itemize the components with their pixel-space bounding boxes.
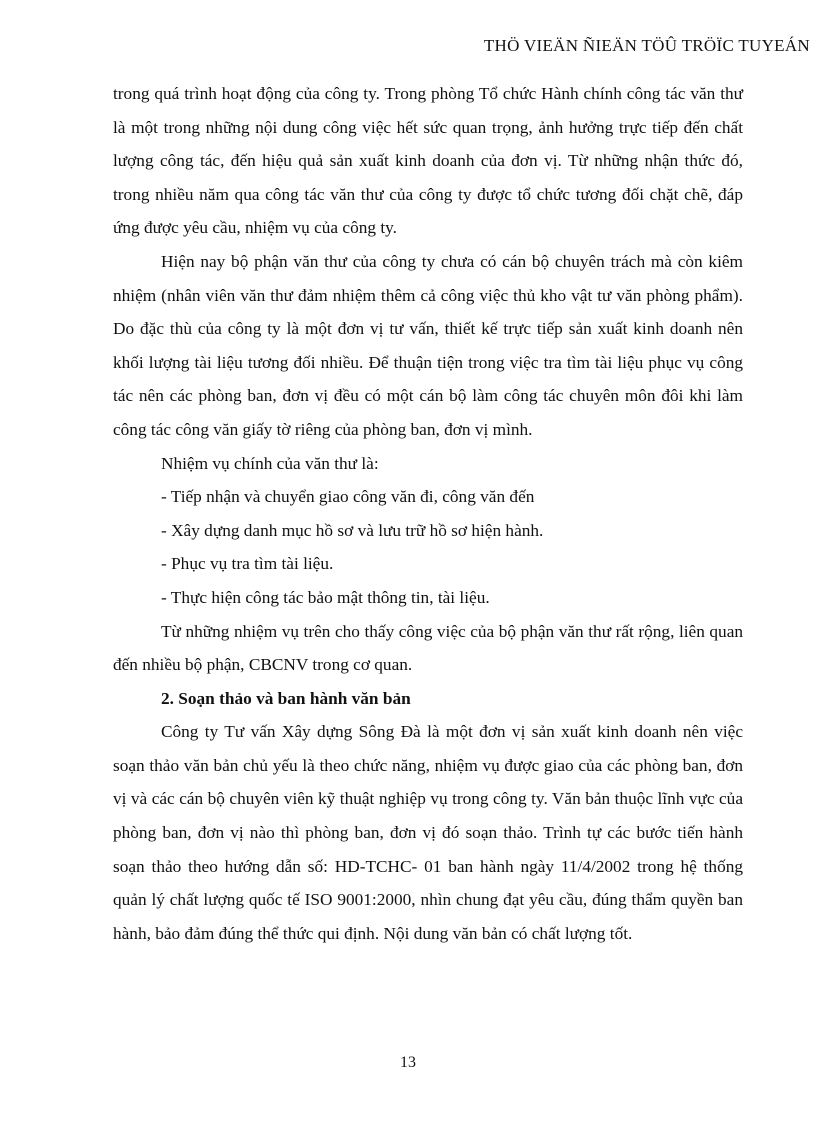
paragraph: Từ những nhiệm vụ trên cho thấy công việc của bộ phận văn thư rất rộng, liên quan đến nhiều bộ phận, CBCNV trong cơ quan. (113, 621, 743, 675)
paragraph: Công ty Tư vấn Xây dựng Sông Đà là một đơn vị sản xuất kinh doanh nên việc soạn thảo văn bản chủ yếu là theo chức năng, nhiệm vụ được giao của các phòng ban, đơn vị và các cán bộ chuyên viên kỹ thuật nghiệp vụ trong công ty. Văn bản thuộc lĩnh vực của phòng ban, đơn vị nào thì phòng ban, đơn vị đó soạn thảo. Trình tự các bước tiến hành soạn thảo theo hướng dẫn số: HD-TCHC- 01 ban hành ngày 11/4/2002 trong hệ thống quản lý chất lượng quốc tế ISO 9001:2000, nhìn chung đạt yêu cầu, đúng thẩm quyền ban hành, bảo đảm đúng thể thức qui định. Nội dung văn bản có chất lượng tốt. (113, 722, 743, 943)
section-heading: 2. Soạn thảo và ban hành văn bản (161, 688, 411, 708)
running-header: THÖ VIEÄN ÑIEÄN TÖÛ TRÖÏC TUYEÁN (483, 36, 810, 55)
list-item: - Tiếp nhận và chuyển giao công văn đi, công văn đến (161, 487, 535, 507)
document-body (113, 77, 743, 950)
list-item: - Xây dựng danh mục hồ sơ và lưu trữ hồ sơ hiện hành. (161, 520, 544, 540)
paragraph: Nhiệm vụ chính của văn thư là: (161, 453, 379, 473)
list-item: - Phục vụ tra tìm tài liệu. (161, 554, 334, 574)
list-item: - Thực hiện công tác bảo mật thông tin, tài liệu. (161, 587, 490, 607)
paragraph: Hiện nay bộ phận văn thư của công ty chưa có cán bộ chuyên trách mà còn kiêm nhiệm (nhân viên văn thư đảm nhiệm thêm cả công việc thủ kho vật tư văn phòng phẩm). Do đặc thù của công ty là một đơn vị tư vấn, thiết kế trực tiếp sản xuất kinh doanh nên khối lượng tài liệu tương đối nhiều. Để thuận tiện trong việc tra tìm tài liệu phục vụ công tác nên các phòng ban, đơn vị đều có một cán bộ làm công tác chuyên môn đôi khi làm công tác công văn giấy tờ riêng của phòng ban, đơn vị mình. (113, 251, 743, 439)
paragraph: trong quá trình hoạt động của công ty. Trong phòng Tổ chức Hành chính công tác văn thư là một trong những nội dung công việc hết sức quan trọng, ảnh hưởng trực tiếp đến chất lượng công tác, đến hiệu quả sản xuất kinh doanh của đơn vị. Từ những nhận thức đó, trong nhiều năm qua công tác văn thư của công ty được tổ chức tương đối chặt chẽ, đáp ứng được yêu cầu, nhiệm vụ của công ty. (113, 84, 743, 238)
page-number: 13 (400, 1054, 416, 1071)
